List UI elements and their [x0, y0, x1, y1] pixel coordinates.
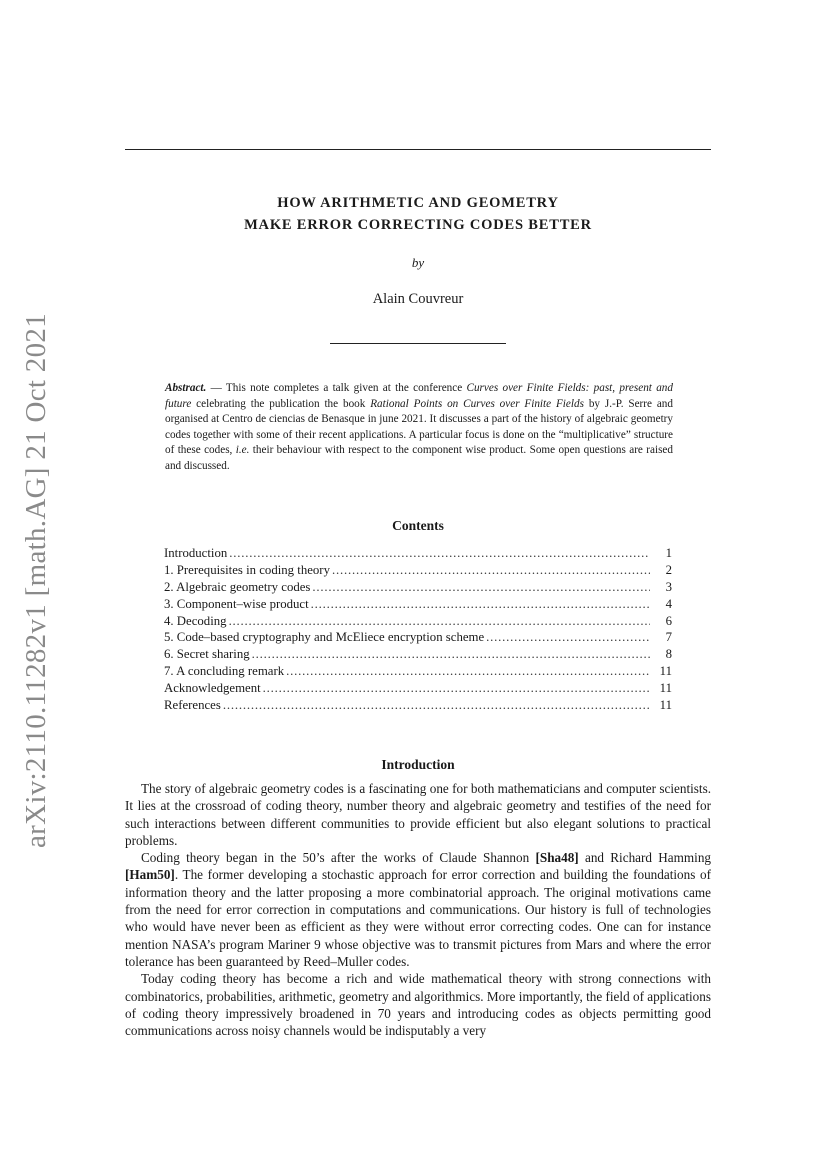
abstract-text-4: their behaviour with respect to the component wise product. Some open questions are raised and discussed.: [165, 444, 673, 472]
toc-entry[interactable]: [164, 596, 672, 613]
abstract-ie: i.e.: [235, 444, 250, 457]
toc-entry-page: 11: [659, 664, 672, 679]
arxiv-identifier-stamp: [6, 310, 66, 850]
toc-entry[interactable]: [164, 562, 672, 579]
abstract-conference-name: Curves over Finite Fields: past, present and future: [165, 382, 673, 410]
toc-entry-page: 6: [665, 613, 672, 628]
abstract-text-1: This note completes a talk given at the conference: [225, 382, 467, 394]
toc-leader-dots: [332, 562, 650, 579]
paragraph-2-text-a: Coding theory began in the 50’s after the works of Claude Shannon: [141, 850, 536, 866]
toc-entry-label: 4. Decoding: [164, 613, 227, 628]
toc-entry-label: 7. A concluding remark: [164, 664, 285, 679]
toc-leader-dots: [263, 680, 650, 697]
author-rule: [330, 343, 506, 344]
toc-entry-page: 2: [665, 562, 672, 577]
toc-leader-dots: [229, 545, 650, 562]
toc-entry-page: 11: [659, 681, 672, 696]
paper-title: [125, 192, 711, 236]
toc-leader-dots: [286, 663, 650, 680]
header-rule: [125, 149, 711, 150]
toc-entry-label: 1. Prerequisites in coding theory: [164, 562, 330, 577]
toc-entry-label: References: [164, 698, 221, 713]
toc-entry-page: 8: [665, 647, 672, 662]
toc-entry[interactable]: [164, 663, 672, 680]
toc-entry-label: Introduction: [164, 546, 228, 560]
toc-entry-label: 5. Code–based cryptography and McEliece encryption scheme: [164, 630, 485, 645]
paragraph-2-text-b: and Richard Hamming: [578, 850, 712, 866]
abstract-text-3: by J.-P. Serre and organised at Centro de ciencias de Benasque in june 2021. It discusses a part of the history of algebraic geometry codes together with some of their recent applications. A particular focus is done on the “multiplicative” structure of these codes,: [165, 397, 673, 457]
toc-leader-dots: [229, 613, 650, 630]
author-name: Alain Couvreur: [372, 291, 464, 307]
toc-entry[interactable]: [164, 545, 672, 562]
citation-ham50[interactable]: [Ham50]: [125, 867, 175, 883]
toc-leader-dots: [223, 697, 650, 714]
table-of-contents: [164, 545, 672, 714]
arxiv-identifier-text: arXiv:2110.11282v1 [math.AG] 21 Oct 2021: [19, 312, 52, 848]
toc-entry-page: 1: [665, 546, 672, 560]
abstract: [165, 381, 673, 475]
citation-sha48[interactable]: [Sha48]: [535, 850, 579, 866]
toc-leader-dots: [486, 629, 650, 646]
toc-entry[interactable]: [164, 680, 672, 697]
abstract-label: Abstract.: [165, 382, 207, 394]
paragraph-1: The story of algebraic geometry codes is a fascinating one for both mathematicians and computer scientists. It lies at the crossroad of coding theory, number theory and algebraic geometry and testifies of the need for such interactions between different communities to provide efficient but also elegant solutions to practical problems.: [125, 781, 711, 848]
toc-leader-dots: [311, 596, 650, 613]
abstract-book-title: Rational Points on Curves over Finite Fields: [370, 397, 584, 410]
toc-entry[interactable]: [164, 646, 672, 663]
introduction-body: [125, 780, 711, 1039]
paragraph-2-text-c: . The former developing a stochastic approach for error correction and building the foundations of information theory and the latter proposing a more combinatorial approach. The original motivations came from the need for error correction in computations and communications. Our history is full of technologies who would have never been as efficient as they were without error correcting codes. One can for instance mention NASA’s program Mariner 9 whose objective was to transmit pictures from Mars and where the error tolerance has been guaranteed by Reed–Muller codes.: [125, 867, 711, 969]
abstract-text-2: celebrating the publication the book: [191, 397, 371, 410]
toc-entry-label: 2. Algebraic geometry codes: [164, 579, 311, 594]
toc-entry-label: 6. Secret sharing: [164, 647, 250, 662]
toc-entry-page: 7: [665, 630, 672, 645]
toc-entry[interactable]: [164, 629, 672, 646]
title-line-2: MAKE ERROR CORRECTING CODES BETTER: [244, 217, 592, 233]
toc-entry[interactable]: [164, 579, 672, 596]
by-line: by: [411, 255, 425, 270]
toc-entry-page: 4: [665, 596, 672, 611]
toc-entry[interactable]: [164, 613, 672, 630]
toc-entry-label: 3. Component–wise product: [164, 596, 309, 611]
toc-leader-dots: [252, 646, 650, 663]
toc-entry-label: Acknowledgement: [164, 681, 261, 696]
introduction-heading: Introduction: [381, 757, 455, 772]
paragraph-3: Today coding theory has become a rich and wide mathematical theory with strong connections with combinatorics, probabilities, arithmetic, geometry and algorithmics. More importantly, the field of applications of coding theory impressively broadened in 70 years and introducing codes as objects permitting good communications across noisy channels would be indisputably a very: [125, 971, 711, 1039]
toc-leader-dots: [312, 579, 650, 596]
toc-entry-page: 11: [659, 698, 672, 713]
abstract-dash: —: [206, 382, 226, 394]
toc-entry-page: 3: [665, 579, 672, 594]
contents-heading: Contents: [392, 518, 444, 533]
toc-entry[interactable]: [164, 697, 672, 714]
title-line-1: HOW ARITHMETIC AND GEOMETRY: [277, 195, 559, 211]
paragraph-2: [125, 849, 711, 970]
